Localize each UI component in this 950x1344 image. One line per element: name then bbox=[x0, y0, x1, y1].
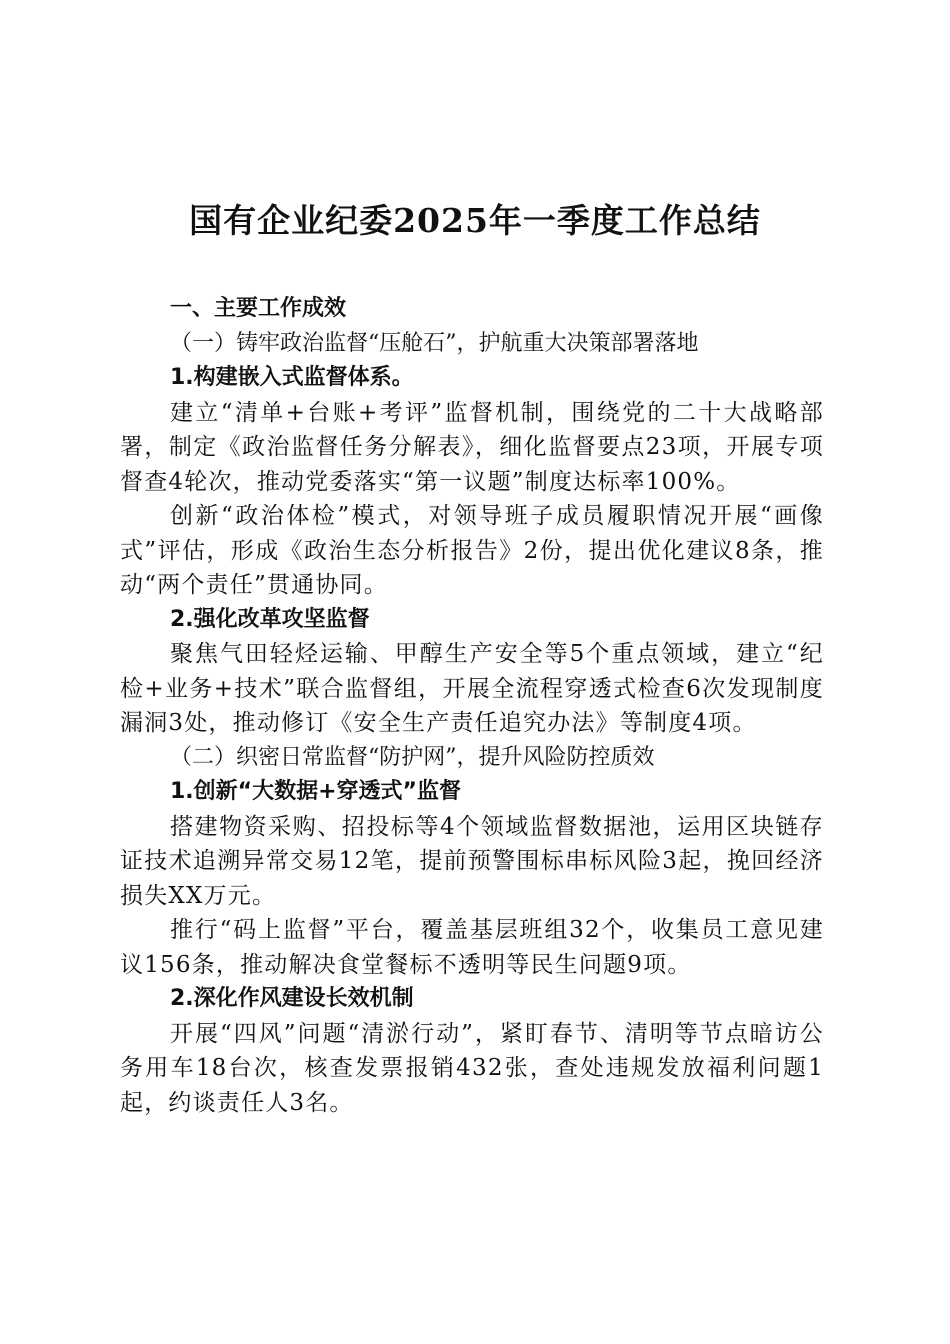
section-heading: 一、主要工作成效 bbox=[170, 296, 347, 321]
item-heading: 2.深化作风建设长效机制 bbox=[170, 986, 414, 1011]
paragraph: 建立“清单+台账+考评”监督机制，围绕党的二十大战略部署，制定《政治监督任务分解表》，细化监督要点23项，开展专项督查4轮次，推动党委落实“第一议题”制度达标率100%。 bbox=[120, 399, 824, 495]
item-heading: 1.创新“大数据+穿透式”监督 bbox=[170, 779, 462, 804]
document-body bbox=[120, 292, 824, 1120]
item-heading: 1.构建嵌入式监督体系。 bbox=[170, 365, 414, 390]
subsection-heading: （二）织密日常监督“防护网”，提升风险防控质效 bbox=[170, 744, 655, 770]
document-title: 国有企业纪委2025年一季度工作总结 bbox=[189, 201, 761, 240]
subsection-heading: （一）铸牢政治监督“压舱石”，护航重大决策部署落地 bbox=[170, 330, 699, 356]
paragraph: 创新“政治体检”模式，对领导班子成员履职情况开展“画像式”评估，形成《政治生态分析报告》2份，提出优化建议8条，推动“两个责任”贯通协同。 bbox=[120, 503, 824, 598]
paragraph: 聚焦气田轻烃运输、甲醇生产安全等5个重点领域，建立“纪检+业务+技术”联合监督组，开展全流程穿透式检查6次发现制度漏洞3处，推动修订《安全生产责任追究办法》等制度4项。 bbox=[120, 641, 824, 736]
paragraph: 开展“四风”问题“清淤行动”，紧盯春节、清明等节点暗访公务用车18台次，核查发票报销432张，查处违规发放福利问题1起，约谈责任人3名。 bbox=[120, 1020, 824, 1116]
paragraph: 推行“码上监督”平台，覆盖基层班组32个，收集员工意见建议156条，推动解决食堂餐标不透明等民生问题9项。 bbox=[120, 917, 824, 978]
item-heading: 2.强化改革攻坚监督 bbox=[170, 606, 370, 632]
paragraph: 搭建物资采购、招投标等4个领域监督数据池，运用区块链存证技术追溯异常交易12笔，提前预警围标串标风险3起，挽回经济损失XX万元。 bbox=[120, 813, 824, 909]
